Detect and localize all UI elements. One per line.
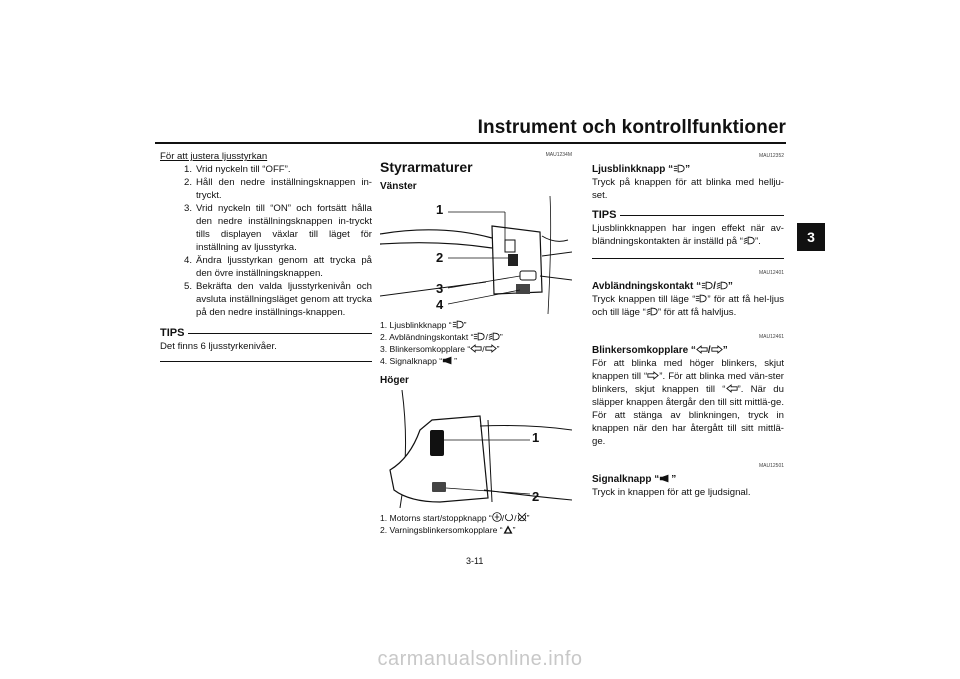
engine-stop-icon bbox=[517, 512, 527, 522]
procedure-intro: För att justera ljusstyrkan bbox=[160, 151, 268, 162]
procedure-step: 3. Vrid nyckeln till “ON” och fortsätt hålla den nedre inställningsknappen in-tryckt tills displayen växlar till läget för inställning av ljusstyrka. bbox=[184, 203, 372, 253]
caption-hazard-switch: 2. Varningsblinkersomkopplare “ ” bbox=[380, 525, 516, 535]
caption-dimmer-switch: 2. Avbländningskontakt “ / ” bbox=[380, 332, 503, 342]
turn-left-icon bbox=[470, 344, 482, 353]
horn-switch-title: Signalknapp “ ” bbox=[592, 474, 677, 485]
right-handlebar-illustration bbox=[380, 390, 572, 508]
turn-left-icon bbox=[696, 345, 708, 354]
turn-left-icon bbox=[726, 384, 738, 393]
left-callout-4: 4 bbox=[436, 297, 444, 312]
left-callout-2: 2 bbox=[436, 250, 444, 265]
hazard-icon bbox=[503, 525, 513, 534]
high-beam-icon bbox=[473, 332, 485, 341]
horn-icon bbox=[442, 356, 454, 365]
engine-run-icon bbox=[504, 512, 514, 522]
pass-switch-text: Tryck på knappen för att blinka med hellju-set. bbox=[592, 177, 784, 201]
start-icon bbox=[492, 512, 502, 522]
chapter-tab: 3 bbox=[797, 223, 825, 251]
caption-horn-switch: 4. Signalknapp “ ” bbox=[380, 356, 457, 366]
low-beam-icon bbox=[488, 332, 500, 341]
turn-right-icon bbox=[647, 371, 659, 380]
switch-descriptions bbox=[592, 150, 784, 499]
turn-right-icon bbox=[711, 345, 723, 354]
tips-end-rule bbox=[592, 258, 784, 259]
left-heading: Vänster bbox=[380, 181, 417, 192]
right-callout-2: 2 bbox=[532, 489, 540, 504]
right-captions bbox=[380, 512, 580, 536]
left-captions bbox=[380, 319, 576, 367]
tips-heading: TIPS bbox=[160, 327, 372, 340]
watermark: carmanualsonline.info bbox=[377, 648, 583, 670]
turn-switch-title: Blinkersomkopplare “ / ” bbox=[592, 345, 728, 356]
section-code: MAU12352 bbox=[758, 153, 784, 159]
header-rule bbox=[155, 142, 786, 144]
procedure-step: 4. Ändra ljusstyrkan genom att trycka på den övre inställningsknappen. bbox=[184, 255, 372, 279]
section-code: MAU12501 bbox=[758, 463, 784, 469]
high-beam-icon bbox=[452, 320, 464, 329]
section-code: MAU12461 bbox=[758, 334, 784, 340]
tips-heading: TIPS bbox=[592, 209, 784, 222]
tips-end-rule bbox=[160, 361, 372, 362]
horn-icon bbox=[659, 474, 671, 483]
left-callout-1: 1 bbox=[436, 202, 444, 217]
high-beam-icon bbox=[695, 294, 707, 303]
dimmer-switch-title: Avbländningskontakt “ / ” bbox=[592, 281, 733, 292]
page-number: 3-11 bbox=[466, 556, 484, 566]
tips-text: Ljusblinkknappen har ingen effekt när av-bländningskontakten är inställd på “ ”. bbox=[592, 223, 784, 247]
turn-right-icon bbox=[485, 344, 497, 353]
procedure-step: 1. Vrid nyckeln till “OFF”. bbox=[184, 164, 291, 175]
tips-text: Det finns 6 ljusstyrkenivåer. bbox=[160, 341, 277, 352]
horn-switch-text: Tryck in knappen för att ge ljudsignal. bbox=[592, 487, 751, 498]
page-header-title: Instrument och kontrollfunktioner bbox=[477, 117, 786, 138]
procedure-step: 2. Håll den nedre inställningsknappen in-tryckt. bbox=[184, 177, 372, 201]
section-title: Styrarmaturer bbox=[380, 159, 473, 175]
brightness-procedure bbox=[160, 150, 372, 362]
high-beam-icon bbox=[701, 281, 713, 290]
procedure-steps bbox=[160, 163, 372, 319]
high-beam-icon bbox=[673, 164, 685, 173]
section-code: MAU12401 bbox=[758, 270, 784, 276]
turn-switch-text: För att blinka med höger blinkers, skjut knappen till “ ”. För att blinka med vän-ster blinkers, skjut knappen till “ ”. När du släpper knappen återgår den till sitt mittlä-ge. För att stänga av blinkningen, tryck in knappen när den har återgått till sitt mittlä-ge. bbox=[592, 358, 784, 447]
low-beam-icon bbox=[646, 307, 658, 316]
caption-dimmer-pass: 1. Ljusblinkknapp “ ” bbox=[380, 320, 467, 330]
caption-start-stop: 1. Motorns start/stoppknapp “ / / ” bbox=[380, 513, 530, 523]
low-beam-icon bbox=[716, 281, 728, 290]
pass-switch-title: Ljusblinkknapp “ ” bbox=[592, 164, 691, 175]
low-beam-icon bbox=[743, 236, 755, 245]
section-code: MAU1234M bbox=[545, 152, 572, 158]
left-handlebar-illustration bbox=[380, 196, 572, 314]
right-callout-1: 1 bbox=[532, 430, 540, 445]
caption-turn-switch: 3. Blinkersomkopplare “ / ” bbox=[380, 344, 500, 354]
right-heading: Höger bbox=[380, 375, 409, 386]
left-callout-3: 3 bbox=[436, 281, 444, 296]
dimmer-switch-text: Tryck knappen till läge “ ” för att få hel-ljus och till läge “ ” för att få halvljus. bbox=[592, 294, 784, 318]
procedure-step: 5. Bekräfta den valda ljusstyrkenivån och avsluta inställningsläget genom att trycka på den nedre inställnings-knappen. bbox=[184, 281, 372, 318]
